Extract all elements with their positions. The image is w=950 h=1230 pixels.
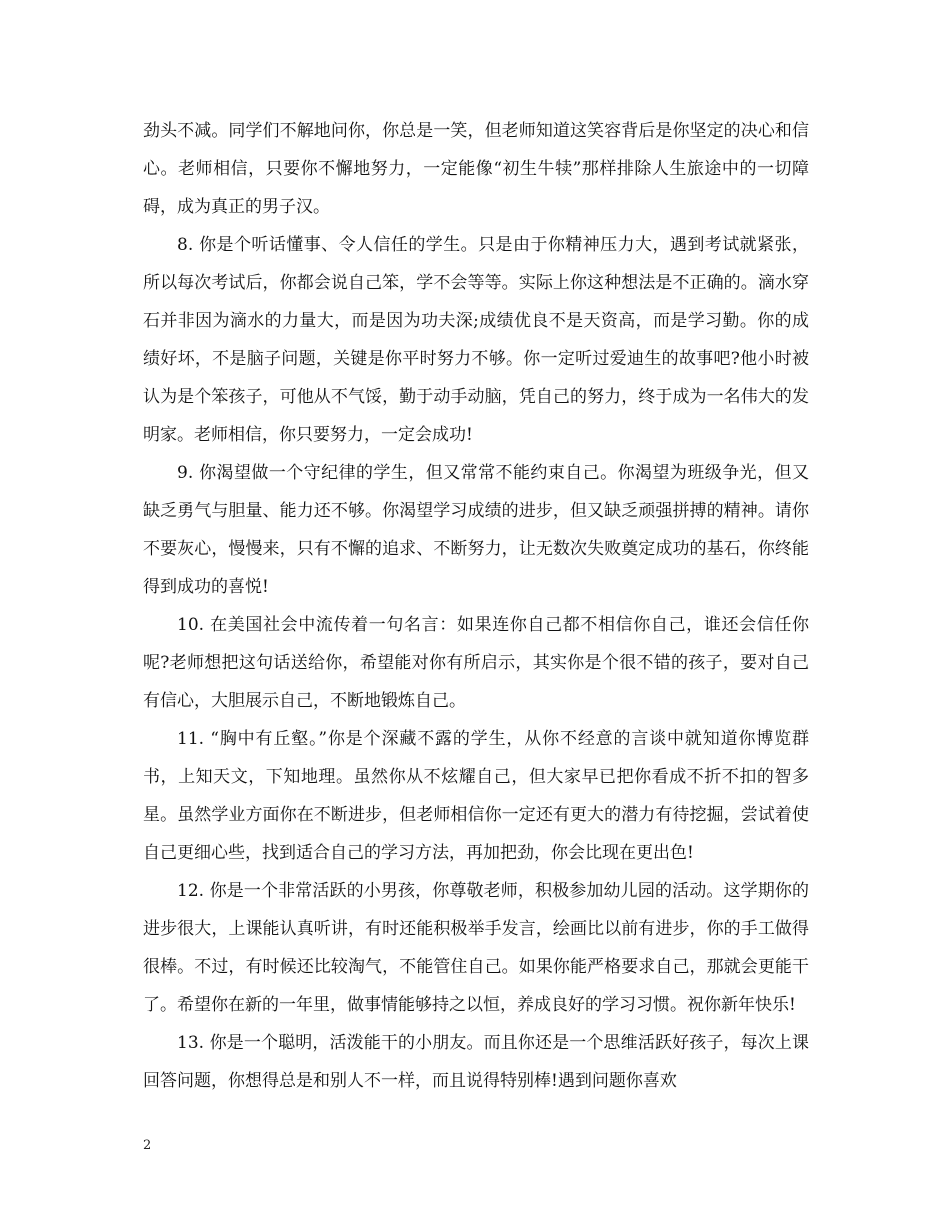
- paragraph-item-8: 8. 你是个听话懂事、令人信任的学生。只是由于你精神压力大，遇到考试就紧张，所以每次考试后，你都会说自己笨，学不会等等。实际上你这种想法是不正确的。滴水穿石并非因为滴水的力量大，而是因为功夫深;成绩优良不是天资高，而是学习勤。你的成绩好坏，不是脑子问题，关键是你平时努力不够。你一定听过爱迪生的故事吧?他小时被认为是个笨孩子，可他从不气馁，勤于动手动脑，凭自己的努力，终于成为一名伟大的发明家。老师相信，你只要努力，一定会成功!: [143, 235, 809, 445]
- document-body: [143, 112, 809, 1100]
- paragraph-item-9: 9. 你渴望做一个守纪律的学生，但又常常不能约束自己。你渴望为班级争光，但又缺乏勇气与胆量、能力还不够。你渴望学习成绩的进步，但又缺乏顽强拼搏的精神。请你不要灰心，慢慢来，只有不懈的追求、不断努力，让无数次失败奠定成功的基石，你终能得到成功的喜悦!: [143, 463, 809, 597]
- page-number: 2: [143, 1138, 152, 1153]
- paragraph-item-11: 11. “胸中有丘壑。”你是个深藏不露的学生，从你不经意的言谈中就知道你博览群书，上知天文，下知地理。虽然你从不炫耀自己，但大家早已把你看成不折不扣的智多星。虽然学业方面你在不断进步，但老师相信你一定还有更大的潜力有待挖掘，尝试着使自己更细心些，找到适合自己的学习方法，再加把劲，你会比现在更出色!: [143, 729, 809, 863]
- paragraph-continuation: 劲头不减。同学们不解地问你，你总是一笑，但老师知道这笑容背后是你坚定的决心和信心。老师相信，只要你不懈地努力，一定能像“初生牛犊”那样排除人生旅途中的一切障碍，成为真正的男子汉。: [143, 121, 809, 217]
- paragraph-item-10: 10. 在美国社会中流传着一句名言：如果连你自己都不相信你自己，谁还会信任你呢?老师想把这句话送给你，希望能对你有所启示，其实你是个很不错的孩子，要对自己有信心，大胆展示自己，不断地锻炼自己。: [143, 615, 809, 711]
- paragraph-item-13: 13. 你是一个聪明，活泼能干的小朋友。而且你还是一个思维活跃好孩子，每次上课回答问题，你想得总是和别人不一样，而且说得特别棒!遇到问题你喜欢: [143, 1033, 809, 1091]
- paragraph-item-12: 12. 你是一个非常活跃的小男孩，你尊敬老师，积极参加幼儿园的活动。这学期你的进步很大，上课能认真听讲，有时还能积极举手发言，绘画比以前有进步，你的手工做得很棒。不过，有时候还比较淘气，不能管住自己。如果你能严格要求自己，那就会更能干了。希望你在新的一年里，做事情能够持之以恒，养成良好的学习习惯。祝你新年快乐!: [143, 881, 809, 1015]
